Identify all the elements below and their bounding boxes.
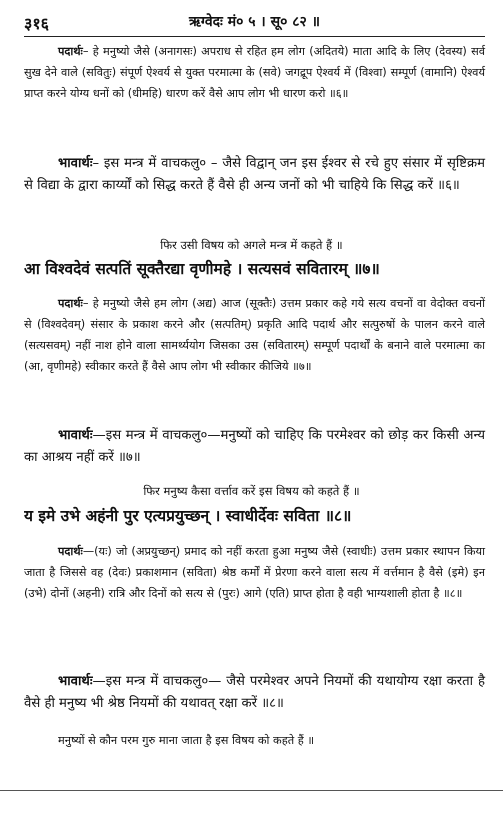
padartha-label: पदार्थः bbox=[58, 45, 83, 59]
bhavartha-text: —इस मन्त्र में वाचकलु०— जैसे परमेश्वर अपने नियमों की यथायोग्य रक्षा करता है वैसे ही मनुष्य भी श्रेष्ठ नियमों की यथावत् रक्षा करें ॥८॥ bbox=[24, 674, 485, 712]
bhavartha-paragraph-7 bbox=[24, 425, 485, 469]
section-intro-9: मनुष्यों से कौन परम गुरु माना जाता है इस विषय को कहते हैं ॥ bbox=[58, 734, 315, 747]
mantra-8: य इमे उभे अहंनी पुर एत्यप्रयुच्छन् । स्वाधीर्देवः सविता ॥८॥ bbox=[24, 507, 352, 525]
padartha-paragraph-8 bbox=[24, 541, 485, 604]
bottom-rule bbox=[0, 790, 503, 791]
padartha-label: पदार्थः bbox=[58, 545, 83, 559]
padartha-text: – हे मनुष्यो जैसे (अनागसः) अपराध से रहित हम लोग (अदितये) माता आदि के लिए (देवस्य) सर्व सुख देने वाले (सवितुः) संपूर्ण ऐश्वर्य से युक्त परमात्मा के (सवे) जगद्रूप ऐश्वर्य में (विश्वा) सम्पूर्ण (वामानि) ऐश्वर्य प्राप्त करने योग्य धनों को (धीमहि) धारण करें वैसे आप लोग भी धारण करो ॥६॥ bbox=[24, 45, 485, 101]
bhavartha-label: भावार्थः bbox=[58, 674, 93, 690]
mantra-7: आ विश्वदेवं सत्पतिं सूक्तैरद्या वृणीमहे । सत्यसवं सवितारम् ॥७॥ bbox=[24, 260, 380, 278]
bhavartha-label: भावार्थः bbox=[58, 428, 93, 444]
bhavartha-paragraph-6 bbox=[24, 153, 485, 197]
padartha-paragraph-6 bbox=[24, 41, 485, 104]
bhavartha-text: – इस मन्त्र में वाचकलु० – जैसे विद्वान् जन इस ईश्वर से रचे हुए संसार में सृष्टिक्रम से विद्या के द्वारा कार्य्यों को सिद्ध करते हैं वैसे ही अन्य जनों को भी चाहिये कि सिद्ध करें ॥६॥ bbox=[24, 156, 485, 194]
page-header bbox=[24, 10, 485, 37]
bhavartha-label: भावार्थः bbox=[58, 156, 93, 172]
padartha-label: पदार्थः bbox=[58, 297, 83, 311]
bhavartha-text: —इस मन्त्र में वाचकलु०—मनुष्यों को चाहिए कि परमेश्वर को छोड़ कर किसी अन्य का आश्रय नहीं करें ॥७॥ bbox=[24, 428, 485, 466]
padartha-text: – हे मनुष्यो जैसे हम लोग (अद्य) आज (सूक्तैः) उत्तम प्रकार कहे गये सत्य वचनों वा वेदोक्त वचनों से (विश्वदेवम्) संसार के प्रकाश करने और (सत्पतिम्) प्रकृति आदि पदार्थ और सत्पुरुषों के पालन करने वाले (सत्यसवम्) नहीं नाश होने वाला सामर्थ्ययोग जिसका उस (सवितारम्) सम्पूर्ण पदार्थों के बनाने वाले परमात्मा का (आ, वृणीमहे) स्वीकार करते हैं वैसे आप लोग भी स्वीकार कीजिये ॥७॥ bbox=[24, 297, 485, 374]
padartha-text: —(यः) जो (अप्रयुच्छन्) प्रमाद को नहीं करता हुआ मनुष्य जैसे (स्वाधीः) उत्तम प्रकार स्थापन किया जाता है जिससे वह (देवः) प्रकाशमान (सविता) श्रेष्ठ कर्मों में प्रेरणा करने वाला सत्य में वर्त्तमान है वैसे (इमे) इन (उभे) दोनों (अहनी) रात्रि और दिनों को सत्य से (पुरः) आगे (एति) प्राप्त होता है वही भाग्यशाली होता है ॥८॥ bbox=[24, 545, 485, 601]
section-intro-7: फिर उसी विषय को अगले मन्त्र में कहते हैं ॥ bbox=[160, 238, 343, 252]
running-head: ऋग्वेदः मं० ५ । सू० ८२ ॥ bbox=[188, 14, 321, 30]
padartha-paragraph-7 bbox=[24, 293, 485, 377]
bhavartha-paragraph-8 bbox=[24, 671, 485, 715]
page-number: ३१६ bbox=[24, 14, 49, 33]
section-intro-8: फिर मनुष्य कैसा वर्त्ताव करें इस विषय को कहते हैं ॥ bbox=[143, 484, 360, 498]
